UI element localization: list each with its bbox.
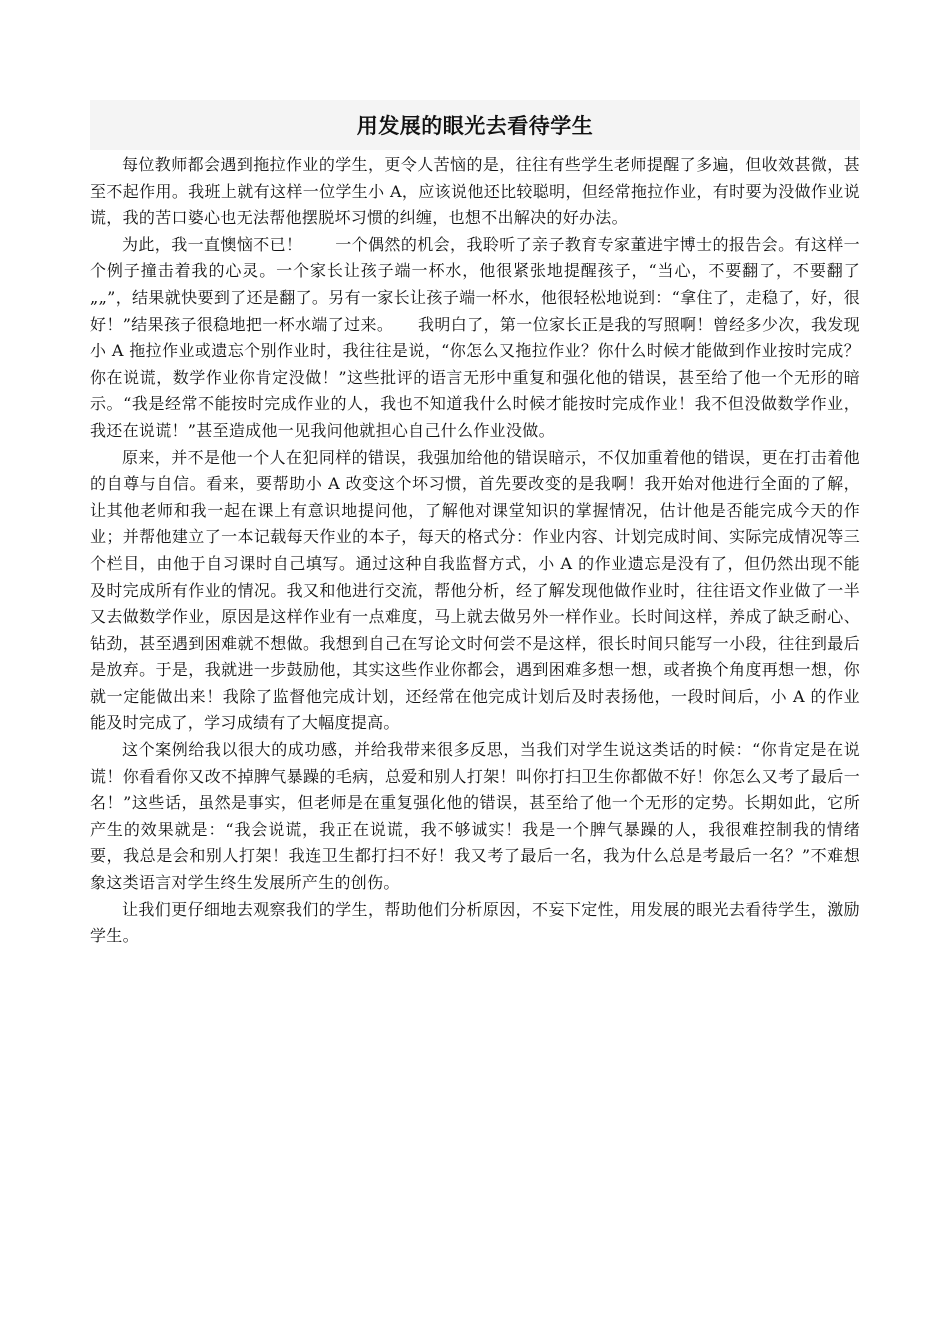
paragraph-5: 让我们更仔细地去观察我们的学生，帮助他们分析原因，不妄下定性，用发展的眼光去看待学生，激励学生。 [90,899,860,946]
document-title: 用发展的眼光去看待学生 [356,114,594,138]
paragraph-3: 原来，并不是他一个人在犯同样的错误，我强加给他的错误暗示，不仅加重着他的错误，更在打击着他的自尊与自信。看来，要帮助小 A 改变这个坏习惯，首先要改变的是我啊！我开始对他进行全面的了解，让其他老师和我一起在课上有意识地提问他，了解他对课堂知识的掌握情况，估计他是否能完成今天的作业；并帮他建立了一本记载每天作业的本子，每天的格式分：作业内容、计划完成时间、实际完成情况等三个栏目，由他于自习课时自己填写。通过这种自我监督方式，小 A 的作业遗忘是没有了，但仍然出现不能及时完成所有作业的情况。我又和他进行交流，帮他分析，经了解发现他做作业时，往往语文作业做了一半又去做数学作业，原因是这样作业有一点难度，马上就去做另外一样作业。长时间这样，养成了缺乏耐心、钻劲，甚至遇到困难就不想做。我想到自己在写论文时何尝不是这样，很长时间只能写一小段，往往到最后是放弃。于是，我就进一步鼓励他，其实这些作业你都会，遇到困难多想一想，或者换个角度再想一想，你就一定能做出来！我除了监督他完成计划，还经常在他完成计划后及时表扬他，一段时间后，小 A 的作业能及时完成了，学习成绩有了大幅度提高。 [90,447,860,733]
paragraph-4: 这个案例给我以很大的成功感，并给我带来很多反思，当我们对学生说这类话的时候：“你肯定是在说谎！你看看你又改不掉脾气暴躁的毛病，总爱和别人打架！叫你打扫卫生你都做不好！你怎么又考了最后一名！”这些话，虽然是事实，但老师是在重复强化他的错误，甚至给了他一个无形的定势。长期如此，它所产生的效果就是：“我会说谎，我正在说谎，我不够诚实！我是一个脾气暴躁的人，我很难控制我的情绪要，我总是会和别人打架！我连卫生都打扫不好！我又考了最后一名，我为什么总是考最后一名？”不难想象这类语言对学生终生发展所产生的创伤。 [90,740,860,893]
document-body [90,152,860,950]
paragraph-2: 为此，我一直懊恼不已！ 一个偶然的机会，我聆听了亲子教育专家董进宇博士的报告会。有这样一个例子撞击着我的心灵。一个家长让孩子端一杯水，他很紧张地提醒孩子，“当心，不要翻了，不要翻了„„”，结果就快要到了还是翻了。另有一家长让孩子端一杯水，他很轻松地说到：“拿住了，走稳了，好，很好！”结果孩子很稳地把一杯水端了过来。 我明白了，第一位家长正是我的写照啊！曾经多少次，我发现小 A 拖拉作业或遗忘个别作业时，我往往是说，“你怎么又拖拉作业？你什么时候才能做到作业按时完成？你在说谎，数学作业你肯定没做！”这些批评的语言无形中重复和强化他的错误，甚至给了他一个无形的暗示。“我是经常不能按时完成作业的人，我也不知道我什么时候才能按时完成作业！我不但没做数学作业，我还在说谎！”甚至造成他一见我问他就担心自己什么作业没做。 [90,234,860,440]
paragraph-1: 每位教师都会遇到拖拉作业的学生，更令人苦恼的是，往往有些学生老师提醒了多遍，但收效甚微，甚至不起作用。我班上就有这样一位学生小 A，应该说他还比较聪明，但经常拖拉作业，有时要为没做作业说谎，我的苦口婆心也无法帮他摆脱坏习惯的纠缠，也想不出解决的好办法。 [90,155,860,228]
